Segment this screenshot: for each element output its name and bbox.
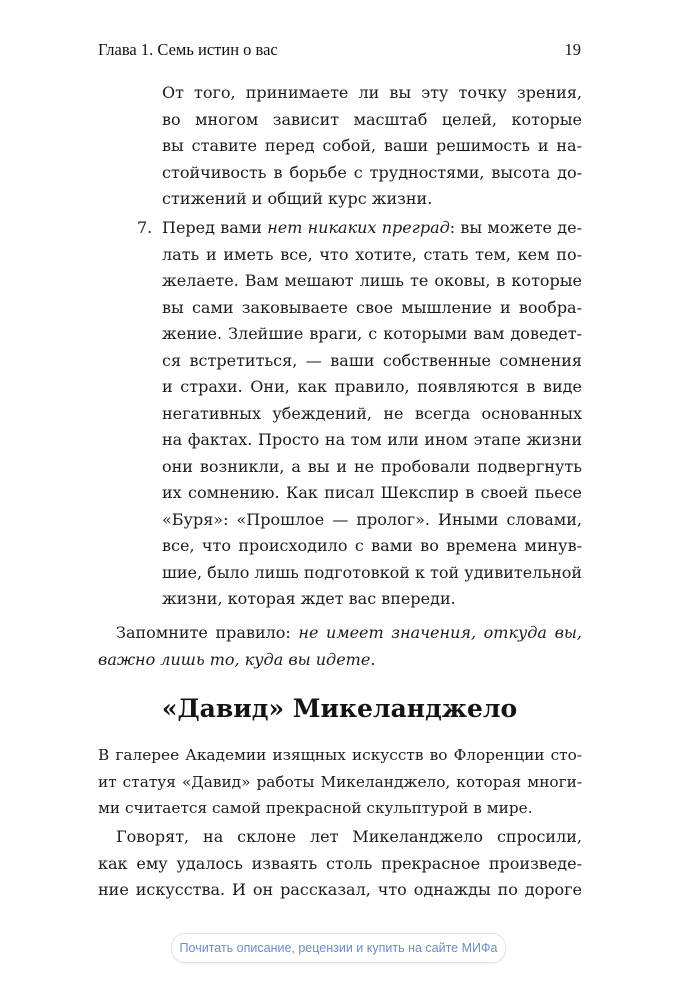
text-line: вы ставите перед собой, ваши решимость и на- <box>162 136 582 155</box>
buy-link-button[interactable]: Почитать описание, рецензии и купить на сайте МИФа <box>171 933 506 963</box>
text-line: В галерее Академии изящных искусств во Флоренции сто- <box>98 746 582 764</box>
rule-paragraph <box>98 620 582 673</box>
text-line: важно лишь то, куда вы идете. <box>98 649 376 669</box>
text-line: их сомнению. Как писал Шекспир в своей пьесе <box>162 483 582 502</box>
text-line: все, что происходило с вами во времена минув- <box>162 536 582 555</box>
text-line: стойчивость в борьбе с трудностями, высота до- <box>162 162 582 182</box>
text-line: лать и иметь все, что хотите, стать тем, кем по- <box>162 244 582 264</box>
text-line: Говорят, на склоне лет Микеланджело спросили, <box>116 827 582 846</box>
text-line: шие, было лишь подготовкой к той удивительной <box>162 562 583 582</box>
text-line: Запомните правило: не имеет значения, откуда вы, <box>116 623 582 642</box>
text-line: Перед вами нет никаких преград: вы можете де- <box>162 218 583 237</box>
list-number: 7. <box>137 218 153 237</box>
text-line: вы сами заковываете свое мышление и вообра- <box>162 297 582 317</box>
text-line: жение. Злейшие враги, с которыми вам доведет- <box>162 324 582 343</box>
text-line: желаете. Вам мешают лишь те оковы, в которые <box>162 271 582 290</box>
text-line: ся встретиться, — ваши собственные сомнения <box>162 350 582 370</box>
emphasis: не имеет значения, откуда вы, <box>298 623 582 642</box>
text-line: как ему удалось изваять столь прекрасное произведе- <box>98 853 582 873</box>
emphasis: нет никаких преград <box>267 218 450 237</box>
text-line: на фактах. Просто на том или ином этапе жизни <box>162 430 582 449</box>
story-paragraph <box>98 824 582 904</box>
text-line: негативных убеждений, не всегда основанных <box>162 403 582 423</box>
text-line: во многом зависит масштаб целей, которые <box>162 109 582 129</box>
text-line: и страхи. Они, как правило, появляются в виде <box>162 377 582 396</box>
section-title: «Давид» Микеланджело <box>161 694 518 723</box>
page-header <box>98 40 581 60</box>
text-line: От того, принимаете ли вы эту точку зрения, <box>162 83 582 102</box>
page-number: 19 <box>564 40 581 59</box>
david-paragraph <box>98 742 582 822</box>
text-line: стижений и общий курс жизни. <box>162 189 433 208</box>
text-line: жизни, которая ждет вас впереди. <box>162 589 456 608</box>
text-line: ние искусства. И он рассказал, что однажды по дороге <box>98 880 582 899</box>
text-line: они возникли, а вы и не пробовали подвергнуть <box>162 456 582 476</box>
text-line: ми считается самой прекрасной скульптурой в мире. <box>98 799 533 817</box>
emphasis: важно лишь то, куда вы идете <box>98 649 371 669</box>
text-line: «Буря»: «Прошлое — пролог». Иными словами, <box>162 509 582 529</box>
running-head: Глава 1. Семь истин о вас <box>98 40 278 59</box>
list-item-7 <box>162 215 582 613</box>
item-6-continuation <box>162 80 582 213</box>
text-line: ит статуя «Давид» работы Микеланджело, которая многи- <box>98 772 582 791</box>
